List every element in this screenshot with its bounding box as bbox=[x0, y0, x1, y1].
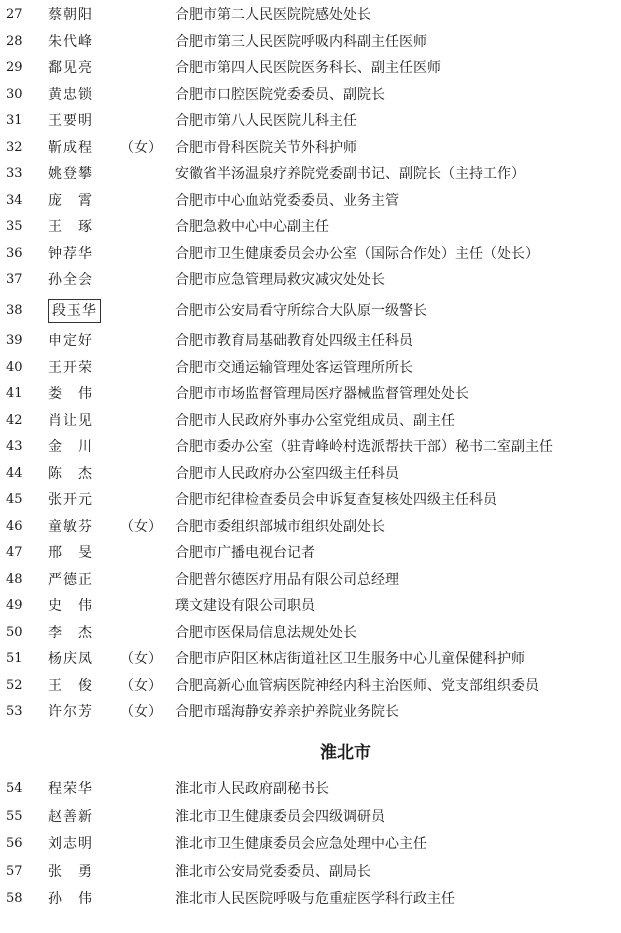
position-title: 合肥市医保局信息法规处处长 bbox=[175, 624, 357, 641]
list-item bbox=[0, 267, 621, 293]
person-name: 段玉华 bbox=[48, 299, 101, 323]
entry-number: 57 bbox=[6, 863, 23, 879]
position-title: 合肥市委办公室（驻青峰岭村选派帮扶干部）秘书二室副主任 bbox=[175, 439, 553, 455]
person-name: 赵善新 bbox=[48, 808, 93, 825]
person-name: 邢 旻 bbox=[48, 545, 93, 561]
entry-number: 33 bbox=[6, 166, 23, 181]
list-item bbox=[0, 381, 621, 407]
person-name: 杨庆凤 bbox=[48, 651, 93, 667]
entry-number: 34 bbox=[6, 192, 23, 208]
list-item bbox=[0, 161, 621, 187]
position-title: 淮北市人民政府副秘书长 bbox=[175, 781, 329, 797]
person-name: 姚登攀 bbox=[48, 166, 93, 182]
position-title: 合肥市市场监督管理局医疗器械监督管理处处长 bbox=[175, 386, 469, 402]
position-title: 合肥市庐阳区林店街道社区卫生服务中心儿童保健科护师 bbox=[175, 651, 525, 667]
entry-number: 39 bbox=[6, 333, 23, 348]
list-item bbox=[0, 55, 621, 81]
position-title: 合肥市广播电视台记者 bbox=[175, 545, 315, 561]
position-title: 合肥市第二人民医院院感处处长 bbox=[175, 7, 371, 23]
person-name: 王 琢 bbox=[48, 219, 93, 235]
entry-number: 48 bbox=[6, 571, 23, 587]
person-name: 许尔芳 bbox=[48, 704, 93, 720]
position-title: 合肥市第八人民医院儿科主任 bbox=[175, 113, 357, 129]
list-item bbox=[0, 859, 621, 885]
position-title: 合肥高新心血管病医院神经内科主治医师、党支部组织委员 bbox=[175, 677, 539, 694]
list-item bbox=[0, 2, 621, 28]
position-title: 安徽省半汤温泉疗养院党委副书记、副院长（主持工作） bbox=[175, 166, 525, 182]
person-name: 肖让见 bbox=[48, 412, 93, 429]
entry-number: 30 bbox=[6, 86, 23, 102]
position-title: 合肥市中心血站党委委员、业务主管 bbox=[175, 192, 399, 209]
person-name: 蔡朝阳 bbox=[48, 7, 93, 23]
person-name: 申定好 bbox=[48, 333, 93, 349]
list-item bbox=[0, 82, 621, 108]
person-name: 王要明 bbox=[48, 113, 93, 129]
list-item bbox=[0, 620, 621, 646]
position-title: 淮北市公安局党委委员、副局长 bbox=[175, 863, 371, 880]
list-item bbox=[0, 108, 621, 134]
list-item bbox=[0, 188, 621, 214]
position-title: 合肥市骨科医院关节外科护师 bbox=[175, 139, 357, 156]
list-item bbox=[0, 514, 621, 540]
entry-number: 51 bbox=[6, 651, 23, 666]
entry-number: 29 bbox=[6, 60, 23, 75]
entry-number: 41 bbox=[6, 386, 23, 401]
position-title: 璞文建设有限公司职员 bbox=[175, 598, 315, 614]
position-title: 合肥市交通运输管理处客运管理所所长 bbox=[175, 359, 413, 376]
entry-number: 58 bbox=[6, 891, 23, 906]
entry-number: 44 bbox=[6, 465, 23, 481]
person-name: 庞 霄 bbox=[48, 192, 93, 209]
entry-number: 28 bbox=[6, 33, 23, 49]
person-name: 李 杰 bbox=[48, 624, 93, 641]
entry-number: 37 bbox=[6, 272, 23, 287]
list-item bbox=[0, 831, 621, 857]
list-item bbox=[0, 298, 621, 324]
section-heading: 淮北市 bbox=[320, 743, 371, 763]
position-title: 淮北市卫生健康委员会应急处理中心主任 bbox=[175, 836, 427, 852]
person-name: 严德正 bbox=[48, 571, 93, 588]
position-title: 合肥市人民政府办公室四级主任科员 bbox=[175, 465, 399, 482]
list-item bbox=[0, 214, 621, 240]
person-name: 金 川 bbox=[48, 439, 93, 455]
person-name: 娄 伟 bbox=[48, 386, 93, 402]
list-item bbox=[0, 461, 621, 487]
position-title: 合肥市人民政府外事办公室党组成员、副主任 bbox=[175, 412, 455, 429]
person-name: 黄忠锁 bbox=[48, 86, 93, 103]
list-item bbox=[0, 135, 621, 161]
list-item bbox=[0, 434, 621, 460]
list-item bbox=[0, 355, 621, 381]
person-name: 钟荐华 bbox=[48, 245, 93, 262]
person-name: 张 勇 bbox=[48, 863, 93, 880]
person-name: 王 俊 bbox=[48, 677, 93, 694]
person-name: 刘志明 bbox=[48, 836, 93, 852]
list-item bbox=[0, 29, 621, 55]
list-item bbox=[0, 886, 621, 912]
position-title: 合肥急救中心中心副主任 bbox=[175, 219, 329, 235]
entry-number: 49 bbox=[6, 598, 23, 613]
entry-number: 27 bbox=[6, 7, 23, 22]
person-name: 靳成程 bbox=[48, 139, 93, 156]
person-name: 王开荣 bbox=[48, 359, 93, 376]
entry-number: 42 bbox=[6, 412, 23, 428]
person-name: 史 伟 bbox=[48, 598, 93, 614]
entry-number: 46 bbox=[6, 518, 23, 534]
position-title: 合肥市瑶海静安养亲护养院业务院长 bbox=[175, 704, 399, 720]
entry-number: 40 bbox=[6, 359, 23, 375]
list-item bbox=[0, 408, 621, 434]
list-item bbox=[0, 646, 621, 672]
position-title: 淮北市人民医院呼吸与危重症医学科行政主任 bbox=[175, 891, 455, 907]
gender-note: （女） bbox=[120, 518, 162, 535]
list-item bbox=[0, 328, 621, 354]
list-item bbox=[0, 487, 621, 513]
gender-note: （女） bbox=[120, 139, 162, 156]
gender-note: （女） bbox=[120, 651, 162, 667]
person-name: 张开元 bbox=[48, 492, 93, 508]
person-name: 鄱见亮 bbox=[48, 60, 93, 76]
entry-number: 47 bbox=[6, 545, 23, 560]
position-title: 合肥市委组织部城市组织处副处长 bbox=[175, 518, 385, 535]
list-item bbox=[0, 241, 621, 267]
person-name: 朱代峰 bbox=[48, 33, 93, 50]
list-item bbox=[0, 804, 621, 830]
entry-number: 35 bbox=[6, 219, 23, 234]
person-name: 童敏芬 bbox=[48, 518, 93, 535]
entry-number: 38 bbox=[6, 302, 23, 318]
list-item bbox=[0, 776, 621, 802]
list-item bbox=[0, 567, 621, 593]
entry-number: 52 bbox=[6, 677, 23, 693]
position-title: 淮北市卫生健康委员会四级调研员 bbox=[175, 808, 385, 825]
entry-number: 56 bbox=[6, 836, 23, 851]
entry-number: 54 bbox=[6, 781, 23, 796]
gender-note: （女） bbox=[120, 677, 162, 694]
position-title: 合肥市应急管理局救灾减灾处处长 bbox=[175, 272, 385, 288]
position-title: 合肥市卫生健康委员会办公室（国际合作处）主任（处长） bbox=[175, 245, 539, 262]
person-name: 陈 杰 bbox=[48, 465, 93, 482]
position-title: 合肥市纪律检查委员会申诉复查复核处四级主任科员 bbox=[175, 492, 497, 508]
position-title: 合肥市第三人民医院呼吸内科副主任医师 bbox=[175, 33, 427, 50]
list-item bbox=[0, 593, 621, 619]
entry-number: 31 bbox=[6, 113, 23, 128]
position-title: 合肥市第四人民医院医务科长、副主任医师 bbox=[175, 60, 441, 76]
list-item bbox=[0, 540, 621, 566]
position-title: 合肥市口腔医院党委委员、副院长 bbox=[175, 86, 385, 103]
position-title: 合肥市教育局基础教育处四级主任科员 bbox=[175, 333, 413, 349]
entry-number: 50 bbox=[6, 624, 23, 640]
person-name: 程荣华 bbox=[48, 781, 93, 797]
entry-number: 45 bbox=[6, 492, 23, 507]
list-item bbox=[0, 673, 621, 699]
position-title: 合肥普尔德医疗用品有限公司总经理 bbox=[175, 571, 399, 588]
entry-number: 43 bbox=[6, 439, 23, 454]
entry-number: 32 bbox=[6, 139, 23, 155]
position-title: 合肥市公安局看守所综合大队原一级警长 bbox=[175, 302, 427, 319]
entry-number: 53 bbox=[6, 704, 23, 719]
list-item bbox=[0, 699, 621, 725]
person-name: 孙全会 bbox=[48, 272, 93, 288]
entry-number: 36 bbox=[6, 245, 23, 261]
person-name: 孙 伟 bbox=[48, 891, 93, 907]
entry-number: 55 bbox=[6, 808, 23, 824]
gender-note: （女） bbox=[120, 704, 162, 720]
